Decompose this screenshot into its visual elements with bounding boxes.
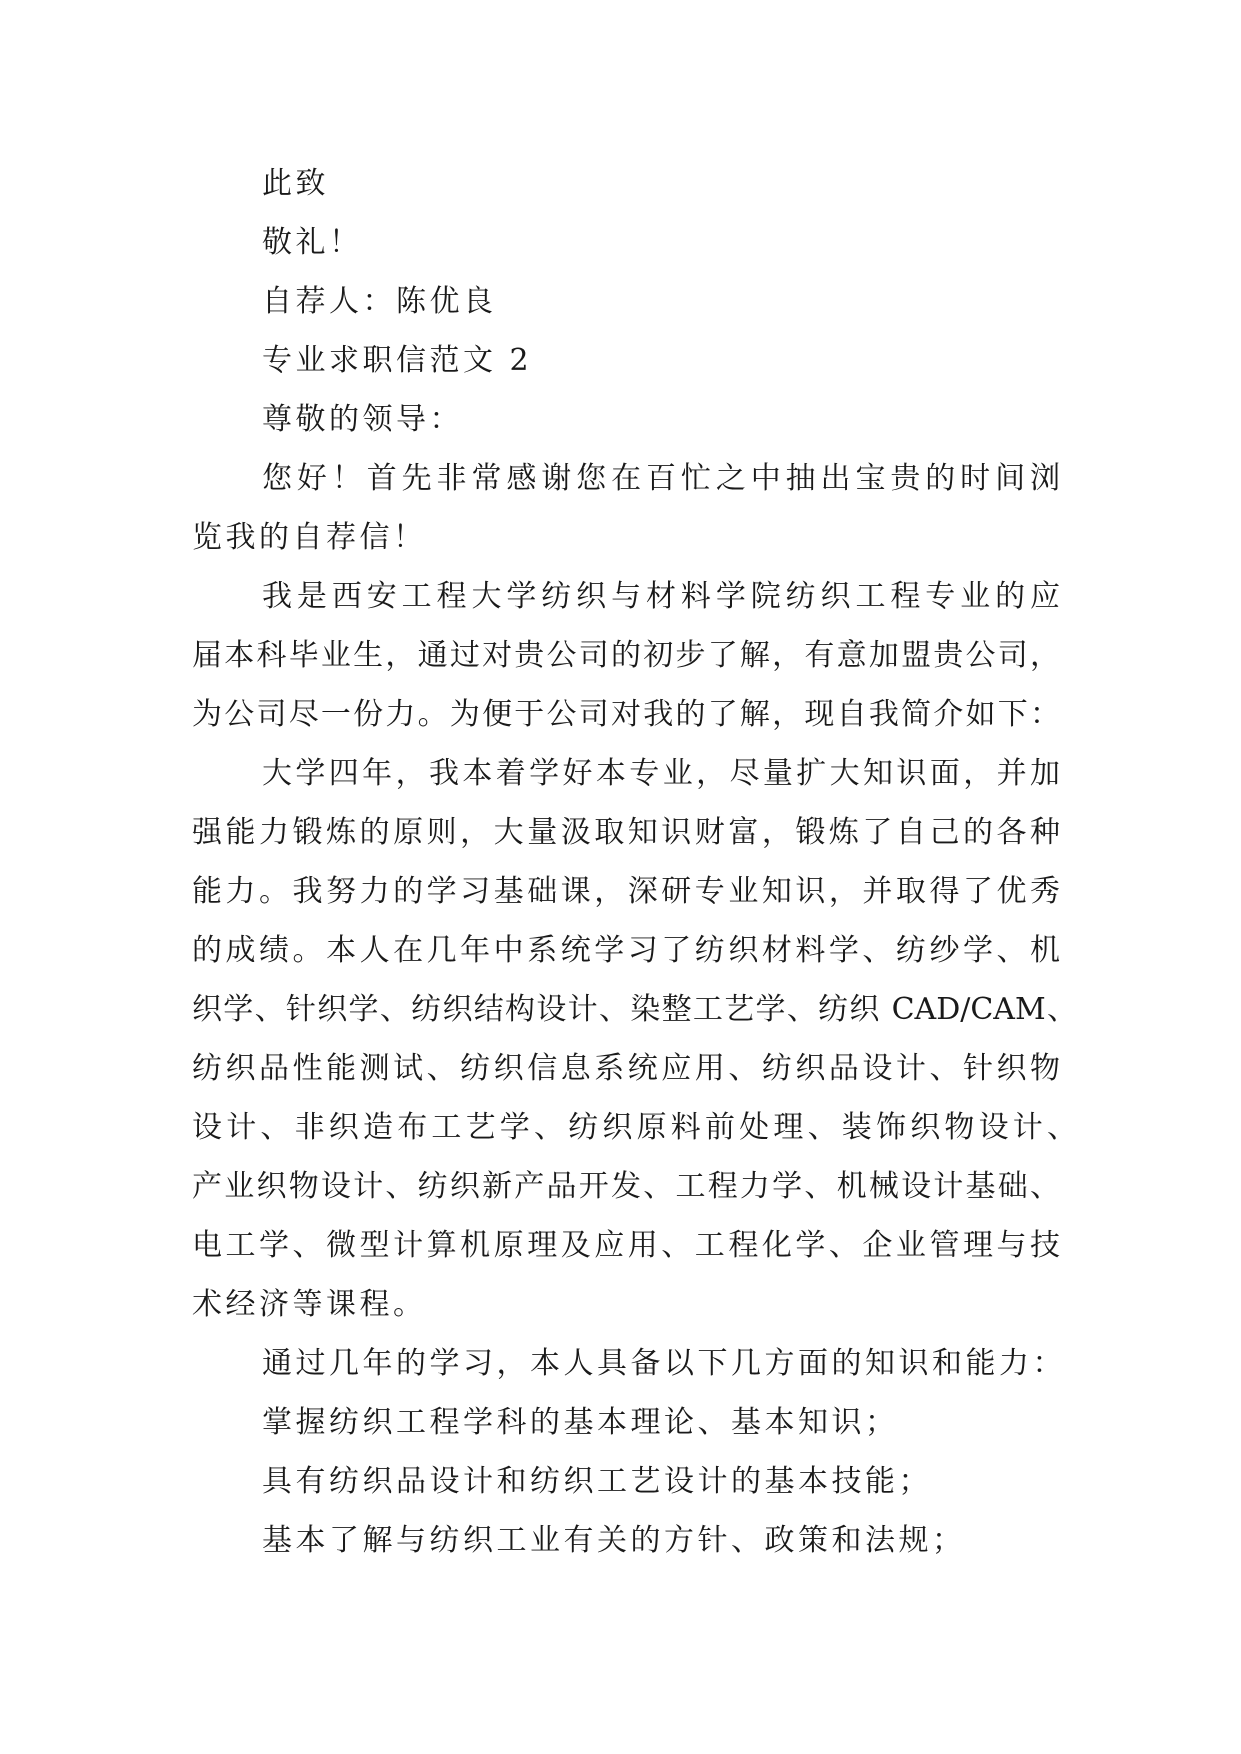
letter-title: 专业求职信范文 2 — [262, 343, 533, 378]
text-line: 我是西安工程大学纺织与材料学院纺织工程专业的应 — [262, 579, 1060, 614]
text-line: 产业织物设计、纺织新产品开发、工程力学、机械设计基础、 — [192, 1169, 1060, 1204]
text-line: 大学四年，我本着学好本专业，尽量扩大知识面，并加 — [262, 756, 1060, 791]
list-item: 掌握纺织工程学科的基本理论、基本知识； — [262, 1405, 899, 1440]
text-line: 的成绩。本人在几年中系统学习了纺织材料学、纺纱学、机 — [192, 933, 1060, 968]
closing-line: 敬礼！ — [262, 225, 363, 260]
text-line: 您好！首先非常感谢您在百忙之中抽出宝贵的时间浏 — [262, 461, 1060, 496]
text-line: 织学、针织学、纺织结构设计、染整工艺学、纺织 CAD/CAM、 — [192, 992, 1077, 1027]
text-line: 强能力锻炼的原则，大量汲取知识财富，锻炼了自己的各种 — [192, 815, 1060, 850]
text-line: 为公司尽一份力。为便于公司对我的了解，现自我简介如下： — [192, 697, 1060, 732]
text-line: 览我的自荐信！ — [192, 520, 427, 555]
text-line: 届本科毕业生，通过对贵公司的初步了解，有意加盟贵公司， — [192, 638, 1060, 673]
text-line: 电工学、微型计算机原理及应用、工程化学、企业管理与技 — [192, 1228, 1060, 1263]
closing-line: 此致 — [262, 166, 329, 201]
text-line: 能力。我努力的学习基础课，深研专业知识，并取得了优秀 — [192, 874, 1060, 909]
text-line: 术经济等课程。 — [192, 1287, 427, 1322]
text-line: 纺织品性能测试、纺织信息系统应用、纺织品设计、针织物 — [192, 1051, 1060, 1086]
list-item: 具有纺织品设计和纺织工艺设计的基本技能； — [262, 1464, 932, 1499]
list-item: 基本了解与纺织工业有关的方针、政策和法规； — [262, 1523, 966, 1558]
text-line: 通过几年的学习，本人具备以下几方面的知识和能力： — [262, 1346, 1066, 1381]
text-line: 设计、非织造布工艺学、纺织原料前处理、装饰织物设计、 — [192, 1110, 1077, 1145]
signature: 自荐人：陈优良 — [262, 284, 497, 319]
salutation: 尊敬的领导： — [262, 402, 463, 437]
